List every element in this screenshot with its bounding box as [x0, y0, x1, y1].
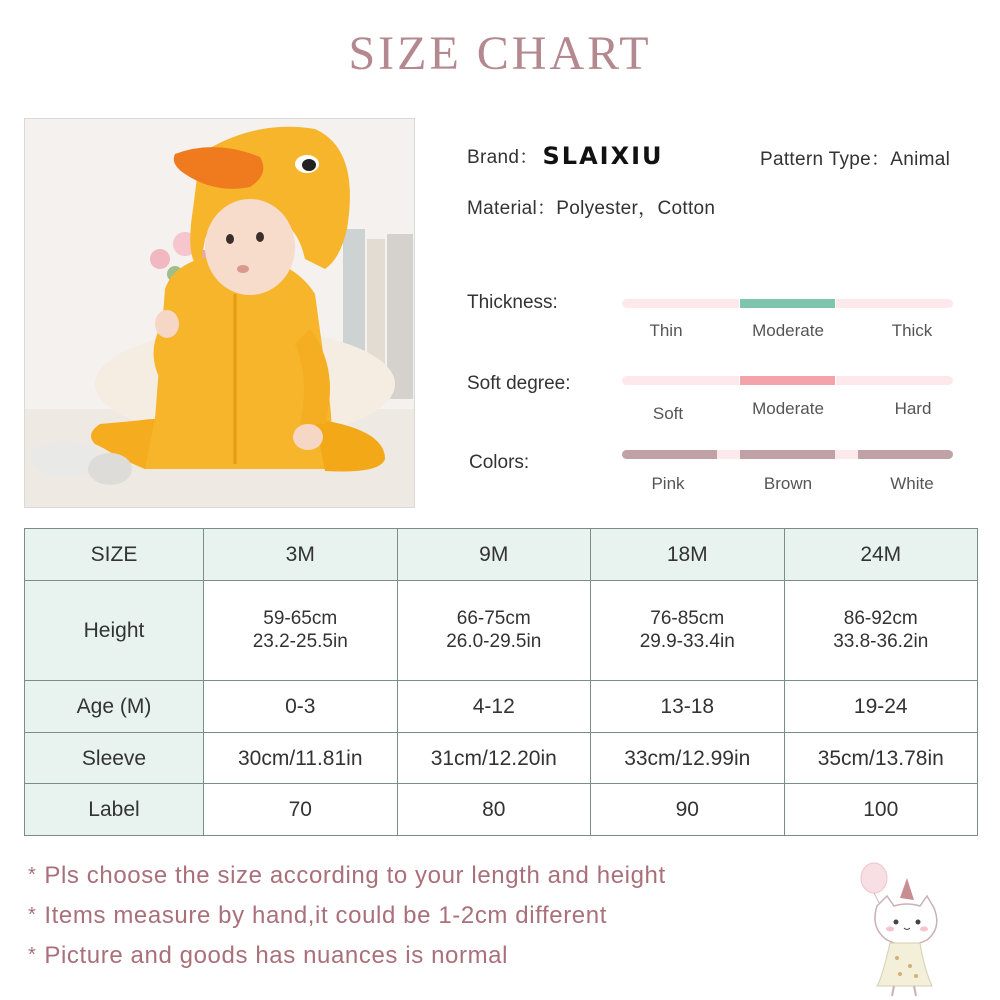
- cell-line: 66-75cm: [456, 608, 531, 630]
- row-label: Age (M): [25, 681, 204, 733]
- product-photo: [24, 118, 415, 508]
- cell-line: 33.8-36.2in: [833, 631, 929, 653]
- brand-line: [467, 142, 664, 170]
- rating-segment-soft: [622, 376, 739, 385]
- cell-line: 76-85cm: [650, 608, 725, 630]
- material: Material：Polyester，Cotton: [467, 198, 716, 219]
- table-header-cell: 24M: [784, 529, 978, 581]
- scale-label: Moderate: [752, 321, 824, 340]
- table-row: [25, 681, 978, 733]
- scale-label: White: [890, 474, 934, 493]
- row-label: Height: [25, 580, 204, 681]
- table-cell: 33cm/12.99in: [591, 732, 785, 784]
- color-swatch-brown: [740, 450, 835, 459]
- table-header-row: [25, 529, 978, 581]
- table-cell: 0-3: [204, 681, 398, 733]
- table-cell: 31cm/12.20in: [397, 732, 591, 784]
- rating-label: Soft degree:: [467, 373, 571, 394]
- pattern-type: Pattern Type：Animal: [760, 149, 951, 170]
- note-item: [28, 902, 607, 930]
- table-cell: 100: [784, 784, 978, 836]
- color-swatch-white: [858, 450, 953, 459]
- rating-segment-thin: [622, 299, 739, 308]
- rating-track: [622, 299, 953, 308]
- scale-label: Thin: [649, 321, 683, 340]
- cell-line: 26.0-29.5in: [446, 631, 542, 653]
- scale-label: Thick: [891, 321, 933, 340]
- scale-label: Brown: [763, 474, 813, 493]
- table-cell: [397, 580, 591, 681]
- brand-logo: SLAIXIU: [542, 142, 664, 170]
- rating-segment-thick: [836, 299, 953, 308]
- size-table: [24, 528, 978, 836]
- table-header-cell: 9M: [397, 529, 591, 581]
- table-cell: 19-24: [784, 681, 978, 733]
- table-header-cell: 18M: [591, 529, 785, 581]
- bullet-star: *: [28, 944, 37, 966]
- table-cell: 90: [591, 784, 785, 836]
- cell-line: 23.2-25.5in: [252, 631, 348, 653]
- note-item: [28, 942, 508, 970]
- table-row: [25, 732, 978, 784]
- scale-label: Soft: [652, 404, 684, 423]
- rating-track: [622, 376, 953, 385]
- table-header-cell: SIZE: [25, 529, 204, 581]
- baby-duck-costume-image: [25, 119, 415, 508]
- bullet-star: *: [28, 864, 37, 886]
- row-label: Sleeve: [25, 732, 204, 784]
- table-cell: [784, 580, 978, 681]
- rating-label: Thickness:: [467, 292, 558, 313]
- cat-illustration: [852, 858, 952, 998]
- scale-label: Moderate: [752, 399, 824, 418]
- cell-line: 29.9-33.4in: [639, 631, 735, 653]
- cell-line: 59-65cm: [263, 608, 338, 630]
- color-swatch-track: [622, 450, 953, 459]
- table-cell: 13-18: [591, 681, 785, 733]
- page-title: SIZE CHART: [348, 27, 652, 80]
- table-cell: 35cm/13.78in: [784, 732, 978, 784]
- brand-label: Brand：: [467, 147, 539, 168]
- rating-segment-moderate: [740, 376, 835, 385]
- scale-label: Pink: [651, 474, 685, 493]
- table-row: [25, 784, 978, 836]
- table-cell: [204, 580, 398, 681]
- rating-segment-moderate: [740, 299, 835, 308]
- note-text: Pls choose the size according to your length and height: [44, 862, 666, 889]
- cell-line: 86-92cm: [843, 608, 918, 630]
- rating-label: Colors:: [469, 452, 530, 473]
- table-cell: [591, 580, 785, 681]
- scale-label: Hard: [894, 399, 932, 418]
- color-swatch-pink: [622, 450, 717, 459]
- bullet-star: *: [28, 904, 37, 926]
- rating-segment-hard: [836, 376, 953, 385]
- table-cell: 70: [204, 784, 398, 836]
- note-text: Picture and goods has nuances is normal: [44, 942, 509, 969]
- table-header-cell: 3M: [204, 529, 398, 581]
- table-cell: 80: [397, 784, 591, 836]
- table-cell: 4-12: [397, 681, 591, 733]
- table-cell: 30cm/11.81in: [204, 732, 398, 784]
- note-item: [28, 862, 666, 890]
- table-row: [25, 580, 978, 681]
- row-label: Label: [25, 784, 204, 836]
- note-text: Items measure by hand,it could be 1-2cm different: [44, 902, 607, 929]
